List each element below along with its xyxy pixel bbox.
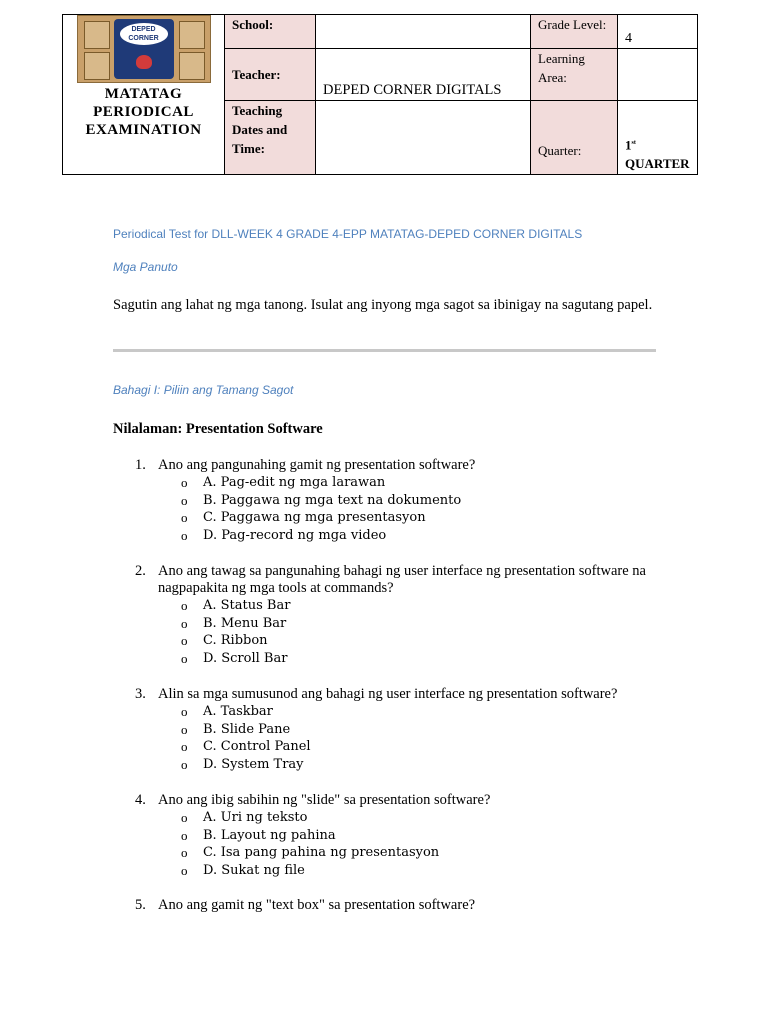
option-item: o D. Pag-record ng mga video — [181, 527, 387, 543]
school-label: School: — [225, 15, 316, 49]
option-item: o C. Isa pang pahina ng presentasyon — [181, 845, 440, 860]
option-item: o C. Ribbon — [181, 633, 268, 648]
exam-title: MATATAG PERIODICAL EXAMINATION — [85, 86, 202, 138]
bullet-icon: o — [181, 527, 188, 543]
bullet-icon: o — [181, 704, 188, 719]
bullet-icon: o — [181, 827, 188, 843]
bullet-icon: o — [181, 475, 188, 490]
options-list — [135, 474, 655, 544]
bullet-icon: o — [181, 862, 188, 878]
teaching-dates-label: Teaching Dates and Time: — [225, 101, 316, 175]
quarter-label: Quarter: — [531, 101, 618, 175]
question-text: Alin sa mga sumusunod ang bahagi ng user interface ng presentation software? — [158, 686, 618, 702]
question-number: 5. — [135, 897, 146, 913]
teacher-value: DEPED CORNER DIGITALS — [316, 49, 531, 101]
bullet-icon: o — [181, 810, 188, 825]
question-number: 4. — [135, 792, 146, 808]
question-number: 1. — [135, 457, 146, 473]
question-text: Ano ang gamit ng "text box" sa presentation software? — [158, 897, 476, 913]
bullet-icon: o — [181, 615, 188, 631]
bullet-icon: o — [181, 739, 188, 754]
options-list — [135, 597, 655, 667]
option-item: o B. Layout ng pahina — [181, 827, 336, 843]
question-5 — [135, 897, 655, 914]
question-1 — [135, 457, 655, 544]
option-item: o A. Pag-edit ng mga larawan — [181, 475, 386, 490]
header-table — [62, 14, 698, 175]
option-item: o B. Menu Bar — [181, 615, 287, 631]
instructions-heading: Mga Panuto — [113, 260, 178, 274]
option-item: o B. Paggawa ng mga text na dokumento — [181, 492, 462, 508]
horizontal-divider — [113, 349, 656, 352]
bullet-icon: o — [181, 650, 188, 666]
grade-level-value: 4 — [618, 15, 698, 49]
option-item: o D. Scroll Bar — [181, 650, 288, 666]
exam-title-cell — [63, 15, 225, 175]
question-number: 2. — [135, 563, 146, 579]
section-title: Nilalaman: Presentation Software — [113, 421, 323, 437]
option-item: o B. Slide Pane — [181, 721, 291, 737]
question-text: Ano ang ibig sabihin ng "slide" sa presentation software? — [158, 792, 491, 808]
instructions-text: Sagutin ang lahat ng mga tanong. Isulat ang inyong mga sagot sa ibinigay na sagutang papel. — [113, 297, 653, 313]
option-item: o A. Uri ng teksto — [181, 810, 308, 825]
option-item: o A. Taskbar — [181, 704, 273, 719]
option-item: o C. Control Panel — [181, 739, 311, 754]
option-item: o D. System Tray — [181, 756, 304, 772]
teaching-dates-value — [316, 101, 531, 175]
question-text: Ano ang tawag sa pangunahing bahagi ng user interface ng presentation software na nagpapakita ng mga tools at commands? — [158, 563, 646, 596]
option-item: o A. Status Bar — [181, 598, 291, 613]
bullet-icon: o — [181, 492, 188, 508]
options-list — [135, 703, 655, 773]
option-item: o C. Paggawa ng mga presentasyon — [181, 510, 426, 525]
question-text: Ano ang pangunahing gamit ng presentation software? — [158, 457, 476, 473]
grade-level-label: Grade Level: — [531, 15, 618, 49]
option-item: o D. Sukat ng file — [181, 862, 305, 878]
bullet-icon: o — [181, 721, 188, 737]
learning-area-value — [618, 49, 698, 101]
bullet-icon: o — [181, 633, 188, 648]
question-3 — [135, 686, 655, 773]
bullet-icon: o — [181, 510, 188, 525]
quarter-value: 1st QUARTER — [618, 101, 698, 175]
logo-text: DEPED CORNER — [120, 23, 168, 45]
options-list — [135, 809, 655, 879]
part-heading: Bahagi I: Piliin ang Tamang Sagot — [113, 383, 294, 397]
bullet-icon: o — [181, 598, 188, 613]
question-2 — [135, 563, 655, 667]
learning-area-label: Learning Area: — [531, 49, 618, 101]
bullet-icon: o — [181, 756, 188, 772]
test-title: Periodical Test for DLL-WEEK 4 GRADE 4-EPP MATATAG-DEPED CORNER DIGITALS — [113, 227, 583, 241]
question-number: 3. — [135, 686, 146, 702]
teacher-label: Teacher: — [225, 49, 316, 101]
question-4 — [135, 792, 655, 879]
deped-corner-logo — [77, 15, 211, 83]
school-value — [316, 15, 531, 49]
bullet-icon: o — [181, 845, 188, 860]
